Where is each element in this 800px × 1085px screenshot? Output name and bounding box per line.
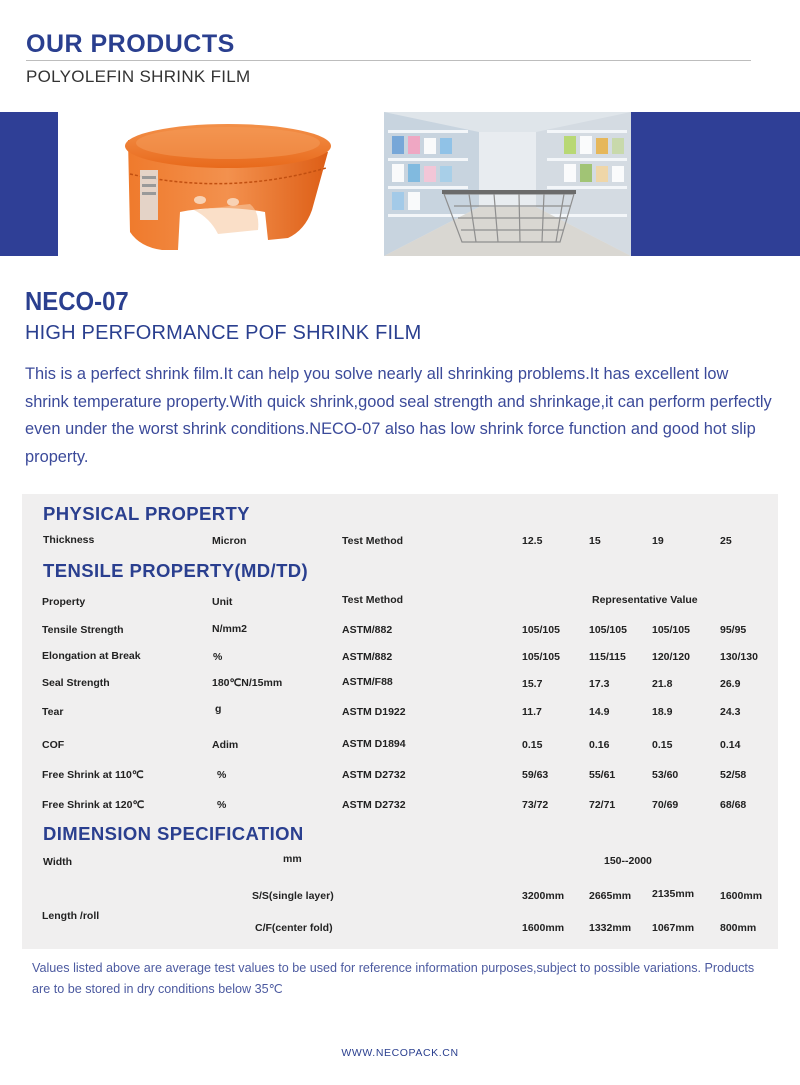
disclaimer-note: Values listed above are average test values to be used for reference information purposes,subject to possible variations. Products are to be stored in dry conditions below 35℃ (32, 961, 755, 996)
property-value: 73/72 (522, 799, 549, 811)
dimension-specification-heading: DIMENSION SPECIFICATION (43, 823, 304, 844)
center-fold-value: 1067mm (652, 922, 695, 934)
property-name: Free Shrink at 120℃ (42, 799, 145, 811)
orange-lid-product-photo (100, 112, 350, 256)
property-unit: 180℃N/15mm (212, 677, 283, 689)
width-value: 150--2000 (604, 855, 652, 867)
property-unit: % (213, 651, 223, 663)
thickness-value: 12.5 (522, 535, 543, 547)
thickness-value: 15 (589, 535, 601, 547)
property-name: Tensile Strength (42, 624, 124, 636)
width-unit: mm (283, 853, 302, 865)
thickness-value: 25 (720, 535, 732, 547)
center-fold-value: 1600mm (522, 922, 565, 934)
tensile-property-heading: TENSILE PROPERTY(MD/TD) (43, 560, 309, 581)
thickness-value: 19 (652, 535, 664, 547)
property-value: 105/105 (589, 624, 627, 636)
property-unit: N/mm2 (212, 623, 248, 635)
property-value: 15.7 (522, 678, 543, 690)
thickness-label: Thickness (43, 534, 95, 546)
property-test-method: ASTM/882 (342, 651, 393, 663)
property-value: 105/105 (522, 651, 560, 663)
thickness-test-method: Test Method (342, 535, 404, 547)
center-fold-value: 1332mm (589, 922, 632, 934)
property-value: 21.8 (652, 678, 673, 690)
right-blue-band (631, 112, 800, 256)
property-unit: % (217, 799, 227, 811)
product-description: This is a perfect shrink film.It can help you solve nearly all shrinking problems.It has excellent low shrink temperature property.With quick shrink,good seal strength and shrinkage,it can perform perfectly even under the worst shrink conditions.NECO-07 also has low shrink force function and good hot slip property. (25, 365, 772, 466)
property-value: 70/69 (652, 799, 679, 811)
product-tagline: HIGH PERFORMANCE POF SHRINK FILM (25, 322, 422, 344)
single-layer-value: 3200mm (522, 890, 565, 902)
page-title: OUR PRODUCTS (26, 30, 235, 58)
property-value: 14.9 (589, 706, 610, 718)
single-layer-value: 2135mm (652, 888, 695, 900)
property-name: Tear (42, 706, 64, 718)
single-layer-value: 2665mm (589, 890, 632, 902)
column-header-test-method: Test Method (342, 594, 404, 606)
website-footer: WWW.NECOPACK.CN (341, 1047, 459, 1059)
property-value: 53/60 (652, 769, 679, 781)
property-name: Seal Strength (42, 677, 110, 689)
property-value: 26.9 (720, 678, 741, 690)
property-unit: % (217, 769, 227, 781)
property-unit: g (215, 703, 222, 715)
property-unit: Adim (212, 739, 239, 751)
product-name: NECO-07 (25, 286, 129, 316)
property-test-method: ASTM/F88 (342, 676, 393, 688)
property-value: 52/58 (720, 769, 747, 781)
property-test-method: ASTM D2732 (342, 769, 406, 781)
width-label: Width (43, 856, 73, 868)
property-value: 24.3 (720, 706, 741, 718)
property-value: 115/115 (589, 651, 626, 663)
property-value: 72/71 (589, 799, 616, 811)
property-value: 11.7 (522, 706, 542, 718)
property-value: 105/105 (652, 624, 690, 636)
property-test-method: ASTM/882 (342, 624, 393, 636)
single-layer-label: S/S(single layer) (252, 890, 334, 902)
property-value: 55/61 (589, 769, 616, 781)
property-value: 0.16 (589, 739, 610, 751)
page-subtitle: POLYOLEFIN SHRINK FILM (26, 67, 251, 86)
property-value: 130/130 (720, 651, 758, 663)
left-blue-band (0, 112, 58, 256)
property-value: 0.15 (652, 739, 673, 751)
single-layer-value: 1600mm (720, 890, 763, 902)
property-value: 0.15 (522, 739, 543, 751)
column-header-representative-value: Representative Value (592, 594, 698, 606)
property-value: 17.3 (589, 678, 610, 690)
center-fold-label: C/F(center fold) (255, 922, 333, 934)
property-test-method: ASTM D1922 (342, 706, 406, 718)
property-value: 59/63 (522, 769, 549, 781)
property-test-method: ASTM D2732 (342, 799, 406, 811)
physical-property-heading: PHYSICAL PROPERTY (43, 503, 250, 524)
length-per-roll-label: Length /roll (42, 910, 100, 922)
property-value: 0.14 (720, 739, 741, 751)
supermarket-aisle-photo (384, 112, 631, 256)
property-name: COF (42, 739, 65, 751)
column-header-property: Property (42, 596, 86, 608)
property-name: Elongation at Break (42, 650, 141, 662)
column-header-unit: Unit (212, 596, 233, 608)
header-divider (26, 60, 751, 61)
thickness-unit: Micron (212, 535, 247, 547)
property-value: 18.9 (652, 706, 673, 718)
property-value: 68/68 (720, 799, 747, 811)
property-name: Free Shrink at 110℃ (42, 769, 144, 781)
center-fold-value: 800mm (720, 922, 757, 934)
property-value: 95/95 (720, 624, 747, 636)
property-value: 120/120 (652, 651, 690, 663)
property-value: 105/105 (522, 624, 560, 636)
property-test-method: ASTM D1894 (342, 738, 406, 750)
